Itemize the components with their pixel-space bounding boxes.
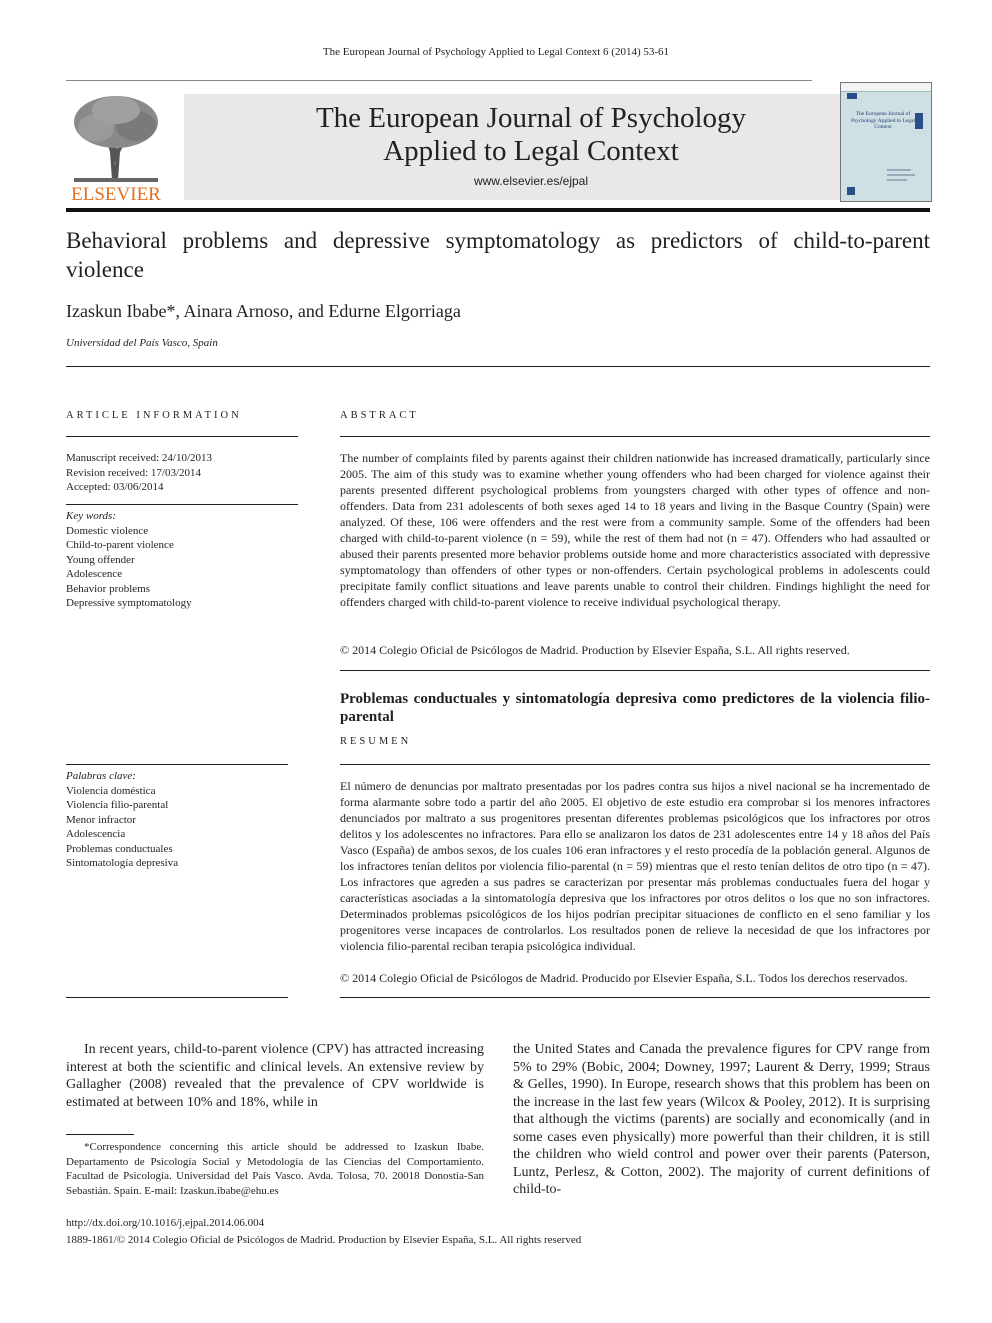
journal-title-line1: The European Journal of Psychology: [315, 102, 747, 134]
header-rule: [66, 80, 812, 81]
spanish-title: Problemas conductuales y sintomatología depresiva como predictores de la violencia filio-parental: [340, 691, 930, 725]
palabras-rule: [66, 764, 288, 765]
article-info-heading: ARTICLE INFORMATION: [66, 410, 242, 421]
title-rule: [66, 366, 930, 367]
resumen-copyright: © 2014 Colegio Oficial de Psicólogos de Madrid. Producido por Elsevier España, S.L. Todos los derechos reservados.: [340, 971, 908, 985]
resumen-text: El número de denuncias por maltrato presentadas por los padres contra sus hijos a nivel nacional se ha incrementado de forma alarmante sobre todo a partir del año 2005. El objetivo de este estudio era comprobar si los menores infractores denunciados por maltrato a sus progenitores presentan diferentes problemas psicológicos que los infractores por otros delitos y los adolescentes no infractores. Para ello se analizaron los datos de 231 adolescentes entre 14 y 18 años del País Vasco (España) de ambos sexos, de los cuales 106 eran infractores y el resto procedía de la población general. Algunos de los infractores tenían delitos por violencia filio-parental (n = 59) mientras que el resto tenían delitos de otro tipo (n = 47). Los infractores que agreden a sus padres se caracterizan por presentar más problemas conductuales fuera del hogar y características asociadas a la sintomatología depresiva que los infractores por otros delitos o los que no son infractores. Determinados problemas psicológicos de los hijos podrían precipitar situaciones de conflicto en el seno familiar y los progenitores verse incapaces de controlarlos. Los resultados ponen de relieve la necesidad de que los infractores por violencia filio-parental reciban terapia psicológica individual.: [340, 779, 930, 953]
abstract-copyright: © 2014 Colegio Oficial de Psicólogos de Madrid. Production by Elsevier España, S.L. All rights reserved.: [340, 643, 850, 657]
svg-text:ELSEVIER: ELSEVIER: [71, 184, 161, 204]
masthead: [66, 92, 814, 204]
resumen-bottom-rule: [340, 997, 930, 998]
cover-title: The European Journal of Psychology Applied to Legal Context: [851, 111, 916, 130]
date-accepted: Accepted: 03/06/2014: [66, 481, 164, 493]
keyword-item: Child-to-parent violence: [66, 539, 174, 551]
body-right-column: the United States and Canada the prevalence figures for CPV range from 5% to 29% (Bobic, 2004; Downey, 1997; Laurent & Derry, 1999; Straus & Gelles, 1990). In Europe, research shows that this problem has been on the increase in the last few years (Wilcox & Pooley, 2012). It is surprising that although the victims (parents) are socially and economically (and in some cases even physically) more powerful than their children, it is still the children who wield control and power over their parents (Paterson, Luntz, Perlesz, & Cotton, 2002). The majority of current definitions of child-to-: [513, 1042, 930, 1197]
palabras-block: [66, 769, 298, 871]
doi-link[interactable]: http://dx.doi.org/10.1016/j.ejpal.2014.06.004: [66, 1217, 265, 1229]
abstract-text: The number of complaints filed by parents against their children nationwide has increased dramatically, particularly since 2005. The aim of this study was to examine whether young offenders who had been charged for violence against their parents presented different psychological problems from youngsters charged with other types of offence and non-offenders. Data from 231 adolescents of both sexes aged 14 to 18 years and living in the Basque Country (Spain) were analyzed. Of these, 106 were offenders and the rest were from a community sample. Some of the offenders had been charged with child-to-parent violence (n = 59), while the rest of them had not (n = 47). Offenders who had assaulted or abused their parents presented more behavior problems outside home and more characteristics associated with depressive symptomatology than offenders of other types or non-offenders. Certain psychological problems in adolescents could precipitate family conflict situations and leave parents unable to control their children. Findings highlight the need for offenders charged with child-to-parent violence to receive individual psychological therapy.: [340, 451, 930, 609]
article-info-rule: [66, 436, 298, 437]
date-received: Manuscript received: 24/10/2013: [66, 452, 213, 464]
affiliation: Universidad del País Vasco, Spain: [66, 337, 218, 349]
keyword-item: Adolescence: [66, 568, 123, 580]
palabra-item: Menor infractor: [66, 813, 136, 826]
abstract-bottom-rule: [340, 670, 930, 671]
cover-emblem-icon: [915, 113, 923, 129]
palabra-item: Adolescencia: [66, 828, 126, 840]
info-bottom-rule: [66, 997, 288, 998]
journal-url[interactable]: www.elsevier.es/ejpal: [473, 174, 589, 188]
journal-title-line2: Applied to Legal Context: [383, 135, 679, 167]
running-head: The European Journal of Psychology Applied to Legal Context 6 (2014) 53-61: [322, 46, 670, 58]
correspondence-footnote: *Correspondence concerning this article should be addressed to Izaskun Ibabe. Departamento de Psicología Social y Metodología de las Ciencias del Comportamiento. Facultad de Psicología. Universidad del País Vasco. Avda. Tolosa, 70. 20018 Donostia-San Sebastián. Spain. E-mail: Izaskun.ibabe@ehu.es: [66, 1141, 484, 1197]
journal-title: [184, 102, 878, 168]
keywords-block: [66, 509, 298, 611]
keywords-rule: [66, 504, 298, 505]
cover-logo-icon: [847, 93, 857, 99]
body-left-column: In recent years, child-to-parent violence (CPV) has attracted increasing interest at both the scientific and clinical levels. An extensive review by Gallagher (2008) revealed that the prevalence of CPV worldwide is estimated at between 10% and 18%, while in: [66, 1042, 484, 1110]
palabra-item: Violencia filio-parental: [66, 799, 169, 811]
keyword-item: Young offender: [66, 553, 135, 566]
issn-copyright: 1889-1861/© 2014 Colegio Oficial de Psicólogos de Madrid. Production by Elsevier España, S.L. All rights reserved: [66, 1234, 582, 1246]
article-title: Behavioral problems and depressive symptomatology as predictors of child-to-parent violence: [66, 228, 930, 282]
article-dates: [66, 451, 298, 495]
journal-cover-thumbnail: [840, 82, 932, 202]
journal-title-box: [184, 94, 878, 200]
keyword-item: Depressive symptomatology: [66, 597, 192, 609]
abstract-rule: [340, 436, 930, 437]
resumen-heading: RESUMEN: [340, 736, 412, 747]
palabras-label: Palabras clave:: [66, 770, 136, 782]
palabra-item: Sintomatología depresiva: [66, 857, 179, 869]
cover-publisher-icon: [847, 187, 855, 195]
abstract-heading: ABSTRACT: [340, 410, 419, 421]
resumen-rule: [340, 764, 930, 765]
elsevier-logo: [66, 92, 166, 204]
masthead-thick-rule: [66, 208, 930, 212]
keywords-label: Key words:: [66, 510, 117, 522]
footnote-rule: [66, 1134, 134, 1135]
palabra-item: Problemas conductuales: [66, 842, 173, 855]
elsevier-tree-icon: [66, 92, 166, 204]
palabra-item: Violencia doméstica: [66, 784, 156, 797]
keyword-item: Domestic violence: [66, 524, 149, 537]
keyword-item: Behavior problems: [66, 582, 151, 595]
author-list: Izaskun Ibabe*, Ainara Arnoso, and Edurne Elgorriaga: [66, 301, 461, 321]
date-revised: Revision received: 17/03/2014: [66, 466, 202, 479]
